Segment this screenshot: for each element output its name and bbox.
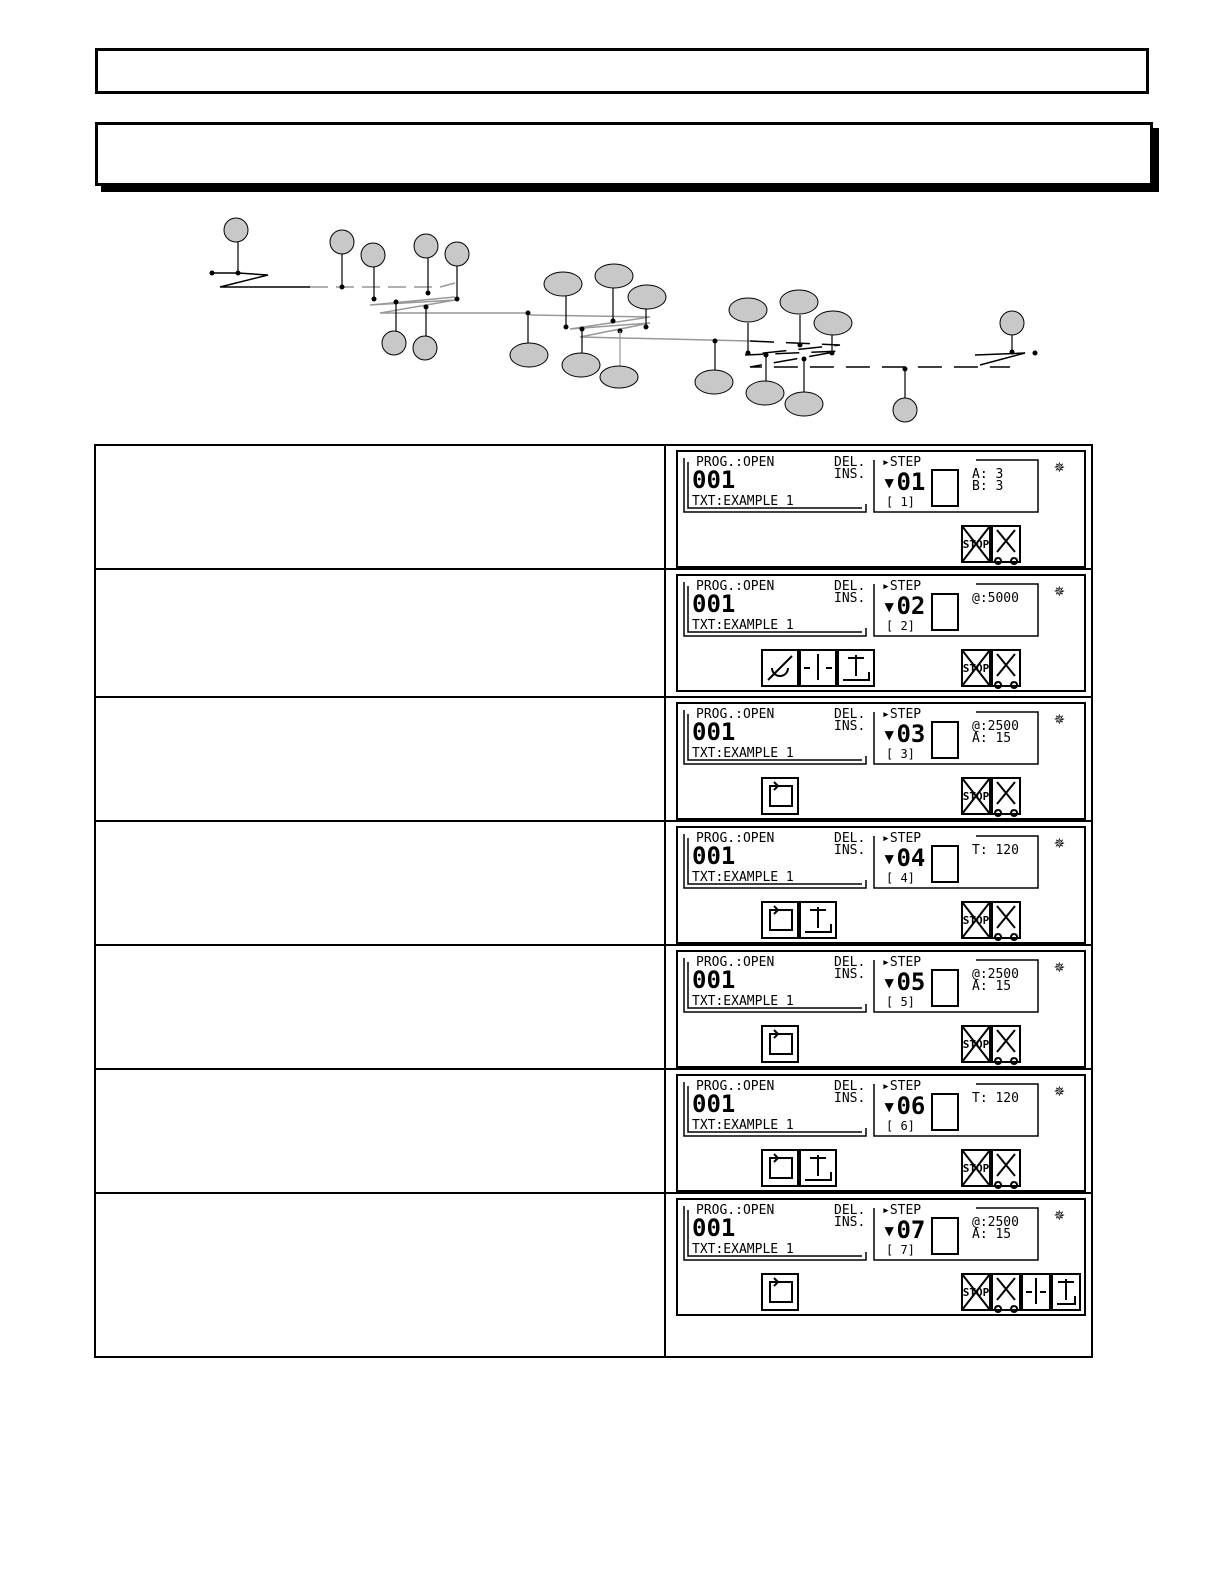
- program-text: TXT:EXAMPLE 1: [692, 994, 794, 1009]
- trim-icon[interactable]: [992, 650, 1020, 688]
- step-substep: [ 4]: [886, 871, 915, 885]
- delete-label: DEL.: [834, 831, 866, 846]
- stop-icon[interactable]: [962, 1026, 990, 1062]
- loop-icon[interactable]: [762, 1274, 798, 1310]
- hourglass-icon: [932, 846, 958, 882]
- seam-diagram: [190, 205, 1070, 425]
- lcd-screen: [676, 1074, 1088, 1194]
- callout-bubble: [780, 290, 818, 314]
- step-number: ▾01: [882, 468, 926, 496]
- step-parameter: A: 15: [972, 1227, 1012, 1242]
- insert-label: INS.: [834, 843, 866, 858]
- svg-text:STOP: STOP: [962, 662, 990, 675]
- callout-bubble: [330, 230, 354, 254]
- step-number: ▾05: [882, 968, 926, 996]
- loop-icon[interactable]: [762, 778, 798, 814]
- step-label: ▸STEP: [882, 455, 922, 470]
- trim-icon[interactable]: [992, 1026, 1020, 1064]
- callout-bubble: [414, 234, 438, 258]
- callout-bubble: [595, 264, 633, 288]
- status-icon: ✵: [1054, 456, 1065, 477]
- callout-bubble: [562, 353, 600, 377]
- callout-bubble: [544, 272, 582, 296]
- callout-bubble: [361, 243, 385, 267]
- step-substep: [ 2]: [886, 619, 915, 633]
- delete-label: DEL.: [834, 1203, 866, 1218]
- delete-label: DEL.: [834, 707, 866, 722]
- trim-icon[interactable]: [992, 902, 1020, 940]
- delete-label: DEL.: [834, 955, 866, 970]
- program-number: 001: [692, 590, 736, 618]
- status-icon: ✵: [1054, 956, 1065, 977]
- lcd-screen: [676, 450, 1088, 570]
- callout-bubble: [729, 298, 767, 322]
- callout-bubble: [382, 331, 406, 355]
- step-row: [96, 698, 1091, 822]
- program-number: 001: [692, 1214, 736, 1242]
- seam-end: [975, 353, 1025, 365]
- callout-bubble: [785, 392, 823, 416]
- program-label: PROG.:OPEN: [696, 831, 775, 846]
- step-description: [96, 822, 666, 944]
- insert-label: INS.: [834, 467, 866, 482]
- needle-down-icon: [932, 970, 958, 1006]
- step-label: ▸STEP: [882, 707, 922, 722]
- steps-table: [94, 444, 1093, 1358]
- step-description: [96, 446, 666, 568]
- trim-icon[interactable]: [992, 778, 1020, 816]
- program-label: PROG.:OPEN: [696, 455, 775, 470]
- program-number: 001: [692, 466, 736, 494]
- stop-icon[interactable]: [962, 902, 990, 938]
- step-row: [96, 446, 1091, 570]
- trim-icon[interactable]: [992, 1274, 1020, 1312]
- header-box-1: [95, 48, 1149, 94]
- lcd-screen: [676, 1198, 1088, 1318]
- callout-bubble: [893, 398, 917, 422]
- step-substep: [ 3]: [886, 747, 915, 761]
- step-row: [96, 1194, 1091, 1356]
- step-parameter: A: 15: [972, 979, 1012, 994]
- insert-label: INS.: [834, 719, 866, 734]
- lcd-screen: [676, 950, 1088, 1070]
- stop-icon[interactable]: [962, 778, 990, 814]
- callout-bubble: [746, 381, 784, 405]
- stop-icon[interactable]: [962, 1274, 990, 1310]
- insert-label: INS.: [834, 967, 866, 982]
- step-row: [96, 822, 1091, 946]
- step-row: [96, 1070, 1091, 1194]
- needle-up-icon: [932, 722, 958, 758]
- no-sew-icon[interactable]: [762, 650, 798, 686]
- presser-foot-icon[interactable]: [838, 650, 874, 686]
- delete-label: DEL.: [834, 455, 866, 470]
- callout-bubble: [510, 343, 548, 367]
- loop-icon[interactable]: [762, 902, 798, 938]
- step-description: [96, 1070, 666, 1192]
- presser-foot-icon[interactable]: [800, 902, 836, 938]
- step-number: ▾04: [882, 844, 926, 872]
- seam-segment-1: [310, 283, 455, 287]
- stop-icon[interactable]: [962, 650, 990, 686]
- insert-label: INS.: [834, 1091, 866, 1106]
- svg-text:STOP: STOP: [962, 538, 990, 551]
- step-description: [96, 570, 666, 696]
- step-description: [96, 698, 666, 820]
- program-number: 001: [692, 718, 736, 746]
- status-icon: ✵: [1054, 708, 1065, 729]
- status-icon: ✵: [1054, 1080, 1065, 1101]
- svg-text:STOP: STOP: [962, 914, 990, 927]
- step-label: ▸STEP: [882, 831, 922, 846]
- step-parameter: A: 3: [972, 467, 1004, 482]
- delete-label: DEL.: [834, 579, 866, 594]
- step-substep: [ 1]: [886, 495, 915, 509]
- loop-icon[interactable]: [762, 1150, 798, 1186]
- loop-icon[interactable]: [762, 1026, 798, 1062]
- callout-bubble: [695, 370, 733, 394]
- svg-text:STOP: STOP: [962, 1286, 990, 1299]
- seam-segment-4: [745, 341, 1010, 367]
- step-number: ▾07: [882, 1216, 926, 1244]
- callout-bubble: [600, 366, 638, 388]
- status-icon: ✵: [1054, 1204, 1065, 1225]
- callout-bubble: [628, 285, 666, 309]
- needle-up-icon: [932, 1218, 958, 1254]
- step-substep: [ 6]: [886, 1119, 915, 1133]
- callout-bubble: [224, 218, 248, 242]
- trim-icon[interactable]: [992, 526, 1020, 564]
- program-text: TXT:EXAMPLE 1: [692, 1118, 794, 1133]
- step-description: [96, 946, 666, 1068]
- header-box-2: [95, 122, 1153, 186]
- step-description: [96, 1194, 666, 1356]
- stop-icon[interactable]: [962, 1150, 990, 1186]
- trim-icon[interactable]: [992, 1150, 1020, 1188]
- svg-text:STOP: STOP: [962, 1162, 990, 1175]
- program-text: TXT:EXAMPLE 1: [692, 1242, 794, 1257]
- presser-foot-icon[interactable]: [1052, 1274, 1080, 1310]
- step-parameter: A: 15: [972, 731, 1012, 746]
- callout-bubble: [814, 311, 852, 335]
- program-text: TXT:EXAMPLE 1: [692, 746, 794, 761]
- presser-foot-icon[interactable]: [800, 1150, 836, 1186]
- needle-position-icon[interactable]: [1022, 1274, 1050, 1310]
- step-row: [96, 570, 1091, 698]
- step-parameter: @:2500: [972, 719, 1019, 734]
- callout-bubble: [413, 336, 437, 360]
- program-label: PROG.:OPEN: [696, 955, 775, 970]
- step-parameter: @:5000: [972, 591, 1019, 606]
- stop-icon[interactable]: [962, 526, 990, 562]
- program-text: TXT:EXAMPLE 1: [692, 494, 794, 509]
- program-text: TXT:EXAMPLE 1: [692, 618, 794, 633]
- seam-start: [212, 273, 310, 287]
- step-row: [96, 946, 1091, 1070]
- insert-label: INS.: [834, 591, 866, 606]
- program-label: PROG.:OPEN: [696, 579, 775, 594]
- program-number: 001: [692, 1090, 736, 1118]
- step-number: ▾02: [882, 592, 926, 620]
- program-number: 001: [692, 842, 736, 870]
- N-pattern-icon: [932, 470, 958, 506]
- step-number: ▾06: [882, 1092, 926, 1120]
- step-substep: [ 5]: [886, 995, 915, 1009]
- needle-down-icon: [932, 594, 958, 630]
- program-label: PROG.:OPEN: [696, 1079, 775, 1094]
- step-number: ▾03: [882, 720, 926, 748]
- insert-label: INS.: [834, 1215, 866, 1230]
- step-parameter: T: 120: [972, 843, 1019, 858]
- lcd-screen: [676, 826, 1088, 946]
- status-icon: ✵: [1054, 580, 1065, 601]
- svg-text:STOP: STOP: [962, 790, 990, 803]
- status-icon: ✵: [1054, 832, 1065, 853]
- seam-segment-3: [530, 315, 750, 341]
- svg-text:STOP: STOP: [962, 1038, 990, 1051]
- step-label: ▸STEP: [882, 1203, 922, 1218]
- step-parameter: @:2500: [972, 1215, 1019, 1230]
- step-substep: [ 7]: [886, 1243, 915, 1257]
- delete-label: DEL.: [834, 1079, 866, 1094]
- program-label: PROG.:OPEN: [696, 707, 775, 722]
- step-parameter: @:2500: [972, 967, 1019, 982]
- lcd-screen: [676, 574, 1088, 694]
- program-text: TXT:EXAMPLE 1: [692, 870, 794, 885]
- needle-position-icon[interactable]: [800, 650, 836, 686]
- step-label: ▸STEP: [882, 1079, 922, 1094]
- program-label: PROG.:OPEN: [696, 1203, 775, 1218]
- step-parameter: B: 3: [972, 479, 1004, 494]
- callout-bubble: [1000, 311, 1024, 335]
- callout-bubble: [445, 242, 469, 266]
- lcd-screen: [676, 702, 1088, 822]
- seam-segment-2: [370, 297, 530, 313]
- step-parameter: T: 120: [972, 1091, 1019, 1106]
- step-label: ▸STEP: [882, 955, 922, 970]
- hourglass-icon: [932, 1094, 958, 1130]
- step-label: ▸STEP: [882, 579, 922, 594]
- program-number: 001: [692, 966, 736, 994]
